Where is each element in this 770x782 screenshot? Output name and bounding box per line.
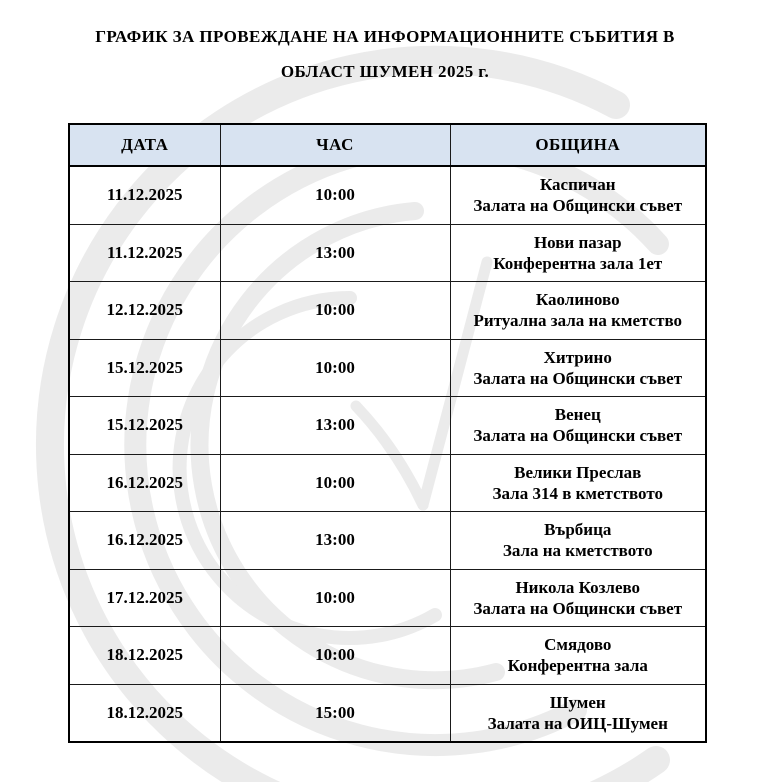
time-cell: 13:00 [220, 512, 450, 570]
venue-name: Залата на Общински съвет [473, 368, 683, 388]
municipality-cell [450, 339, 706, 397]
table-row [69, 684, 706, 742]
municipality-name: Венец [554, 405, 601, 425]
municipality-name: Велики Преслав [514, 462, 642, 482]
table-row [69, 166, 706, 224]
time-cell: 10:00 [220, 339, 450, 397]
table-row [69, 627, 706, 685]
table-header-row [69, 124, 706, 166]
title-line-1: ГРАФИК ЗА ПРОВЕЖДАНЕ НА ИНФОРМАЦИОННИТЕ СЪБИТИЯ В [95, 27, 675, 46]
venue-name: Зала 314 в кметството [492, 483, 663, 503]
time-cell: 10:00 [220, 282, 450, 340]
date-cell: 11.12.2025 [69, 166, 220, 224]
municipality-cell [450, 166, 706, 224]
municipality-cell [450, 512, 706, 570]
time-cell: 10:00 [220, 569, 450, 627]
municipality-cell [450, 684, 706, 742]
venue-name: Конферентна зала 1ет [493, 253, 663, 273]
time-cell: 13:00 [220, 397, 450, 455]
date-cell: 16.12.2025 [69, 512, 220, 570]
venue-name: Залата на Общински съвет [473, 598, 683, 618]
column-header-1: ЧАС [220, 124, 450, 166]
municipality-name: Върбица [544, 520, 612, 540]
venue-name: Залата на Общински съвет [473, 426, 683, 446]
venue-name: Залата на ОИЦ-Шумен [487, 713, 668, 733]
municipality-cell [450, 454, 706, 512]
municipality-name: Шумен [549, 692, 606, 712]
table-row [69, 397, 706, 455]
municipality-name: Смядово [544, 635, 612, 655]
time-cell: 10:00 [220, 627, 450, 685]
table-row [69, 282, 706, 340]
time-cell: 10:00 [220, 454, 450, 512]
municipality-name: Нови пазар [533, 232, 622, 252]
municipality-cell [450, 282, 706, 340]
table-row [69, 224, 706, 282]
time-cell: 13:00 [220, 224, 450, 282]
time-cell: 10:00 [220, 166, 450, 224]
municipality-cell [450, 224, 706, 282]
table-row [69, 454, 706, 512]
municipality-name: Хитрино [543, 347, 612, 367]
municipality-name: Никола Козлево [515, 577, 641, 597]
date-cell: 16.12.2025 [69, 454, 220, 512]
municipality-name: Каспичан [539, 175, 616, 195]
date-cell: 15.12.2025 [69, 397, 220, 455]
venue-name: Зала на кметството [502, 541, 653, 561]
title-line-2: ОБЛАСТ ШУМЕН 2025 г. [280, 62, 490, 81]
time-cell: 15:00 [220, 684, 450, 742]
column-header-2: ОБЩИНА [450, 124, 706, 166]
municipality-cell [450, 627, 706, 685]
table-row [69, 339, 706, 397]
table-row [69, 512, 706, 570]
table-head [69, 124, 706, 166]
municipality-cell [450, 569, 706, 627]
venue-name: Ритуална зала на кметство [473, 311, 683, 331]
date-cell: 12.12.2025 [69, 282, 220, 340]
municipality-name: Каолиново [535, 290, 620, 310]
venue-name: Конферентна зала [507, 656, 648, 676]
table-row [69, 569, 706, 627]
venue-name: Залата на Общински съвет [473, 196, 683, 216]
date-cell: 17.12.2025 [69, 569, 220, 627]
date-cell: 18.12.2025 [69, 684, 220, 742]
municipality-cell [450, 397, 706, 455]
table-body [69, 166, 706, 742]
date-cell: 11.12.2025 [69, 224, 220, 282]
document-title [0, 27, 770, 82]
date-cell: 18.12.2025 [69, 627, 220, 685]
events-schedule-table [68, 123, 707, 743]
column-header-0: ДАТА [69, 124, 220, 166]
date-cell: 15.12.2025 [69, 339, 220, 397]
